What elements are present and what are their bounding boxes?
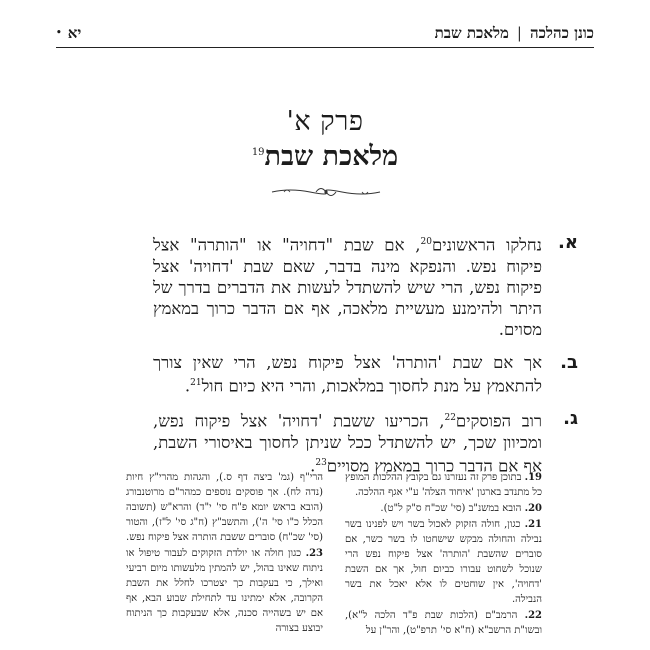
footnote bbox=[126, 470, 323, 545]
footnote-ref: 22 bbox=[444, 413, 456, 423]
header-titles bbox=[435, 24, 594, 43]
folio-dot-icon: • bbox=[56, 28, 62, 38]
folio bbox=[56, 24, 81, 43]
paragraph-text: רוב הפוסקים bbox=[455, 411, 542, 431]
paragraph-text: נחלקו הראשונים bbox=[431, 235, 542, 255]
paragraph-letter: ב. bbox=[560, 351, 578, 373]
ornament-divider-icon bbox=[270, 185, 382, 199]
paragraph-gimel bbox=[153, 408, 578, 476]
main-paragraphs bbox=[153, 232, 578, 488]
chapter-title-text: מלאכת שבת bbox=[264, 141, 399, 172]
paragraph-letter: א. bbox=[558, 232, 578, 253]
footnotes bbox=[126, 470, 542, 650]
footnote-number: 23. bbox=[305, 548, 323, 559]
chapter-label: פרק א' bbox=[286, 106, 364, 137]
footnote-text: כגון חולה או יולדת הזקוקים לעבור טיפול או ניתוח שאינו בהול, יש להמתין מלעשותו מיום רביעי ואילך, כי בעקבות כך יצטרכו לחלל את השבת הקרובה, אלא ימתינו עד לתחילת שבוע הבא, אף אם יש בשהייה סכנה, אלא שבעקבות כך הניתוח יבוצע בצורה bbox=[126, 548, 323, 634]
chapter-title bbox=[0, 141, 650, 172]
footnotes-left-column bbox=[126, 470, 323, 650]
book-title: כונן כהלכה bbox=[529, 23, 594, 42]
footnote-text: בתוכן פרק זה נעזרנו גם בקובץ ההלכות המופץ כל מתנדב בארגון 'איחוד הצלה' ע"י אגף ההלכה. bbox=[345, 472, 542, 498]
header-separator: | bbox=[516, 24, 522, 42]
footnotes-right-column bbox=[345, 470, 542, 650]
paragraph-text: , אם שבת "דחויה" או "הותרה" אצל פיקוח נפש. והנפקא מינה בדבר, שאם שבת 'דחויה' אצל פיקוח נפש, הרי שיש להשתדל לעשות את הדברים בדרך של היתר ולהימנע מעשיית מלאכה, אף אם הדבר כרוך במאמץ מסוים. bbox=[153, 235, 542, 339]
footnote-ref: 20 bbox=[420, 237, 432, 247]
footnote bbox=[345, 608, 542, 638]
paragraph-aleph bbox=[153, 232, 578, 340]
footnote-number: 20. bbox=[524, 503, 542, 514]
footnote-ref: 23 bbox=[315, 457, 327, 468]
footnote bbox=[345, 470, 542, 500]
paragraph-text: . bbox=[310, 456, 316, 475]
paragraph-text: . bbox=[184, 376, 191, 395]
footnote-ref: 21 bbox=[190, 377, 202, 388]
footnote-text: הובא במשנ"ב (סי' שכ"ח ס"ק ל"ט). bbox=[380, 503, 522, 514]
paragraph-bet bbox=[153, 351, 578, 397]
page-number: יא bbox=[67, 23, 82, 42]
footnote-text: הרי"ף (גמ' ביצה דף ס.), והגהות מהרי"ץ חיות (נדה לח). אך פוסקים נוספים כמהר"ם מרוטנבורג (הובא בראש יומא פ"ח סי' י"ד) והרא"ש (תשובה הכלל כ"ו סי' ה'), והתשב"ץ (ח"ג סי' ל"ז), והטור (סי' שכ"ח) סוברים ששבת הותרה אצל פיקוח נפש. bbox=[126, 472, 323, 543]
paragraph-text: אך אם שבת 'הותרה' אצל פיקוח נפש, הרי שאין צורך להתאמץ על מנת לחסוך במלאכות, והרי היא כיום חול bbox=[153, 352, 542, 395]
footnote bbox=[345, 517, 542, 607]
paragraph-text: , הכריעו ששבת 'דחויה' אצל פיקוח נפש, ומכיוון שכך, יש להשתדל ככל שניתן לחסוך באיסורי השבת, אף אם הדבר כרוך במאמץ מסויים bbox=[153, 411, 542, 475]
footnote-number: 22. bbox=[524, 610, 542, 621]
footnote-number: 19. bbox=[524, 472, 542, 483]
header-rule bbox=[56, 47, 594, 48]
running-header bbox=[56, 22, 594, 44]
footnote-text: הרמב"ם (הלכות שבת פ"ד הלכה ל"א), ובשו"ת הרשב"א (ח"א סי' תרפ"ט), והר"ן על bbox=[345, 610, 542, 636]
paragraph-letter: ג. bbox=[563, 408, 578, 429]
footnote bbox=[345, 501, 542, 516]
footnote bbox=[126, 546, 323, 636]
footnote-number: 21. bbox=[524, 519, 542, 530]
section-title: מלאכת שבת bbox=[434, 23, 509, 42]
footnote-text: כגון, חולה הזקוק לאכול בשר ויש לפנינו בשר נבילה והחולה מבקש שישחטו לו בשר כשר, אם סוברים שהשבת 'הותרה' אצל פיקוח נפש הרי שנוכל לשחוט עבורו כביום חול, אך אם השבת 'דחויה', אין שוחטים לו אלא יאכל את בשר הנבילה. bbox=[345, 519, 542, 605]
chapter-title-note: 19 bbox=[251, 147, 265, 158]
